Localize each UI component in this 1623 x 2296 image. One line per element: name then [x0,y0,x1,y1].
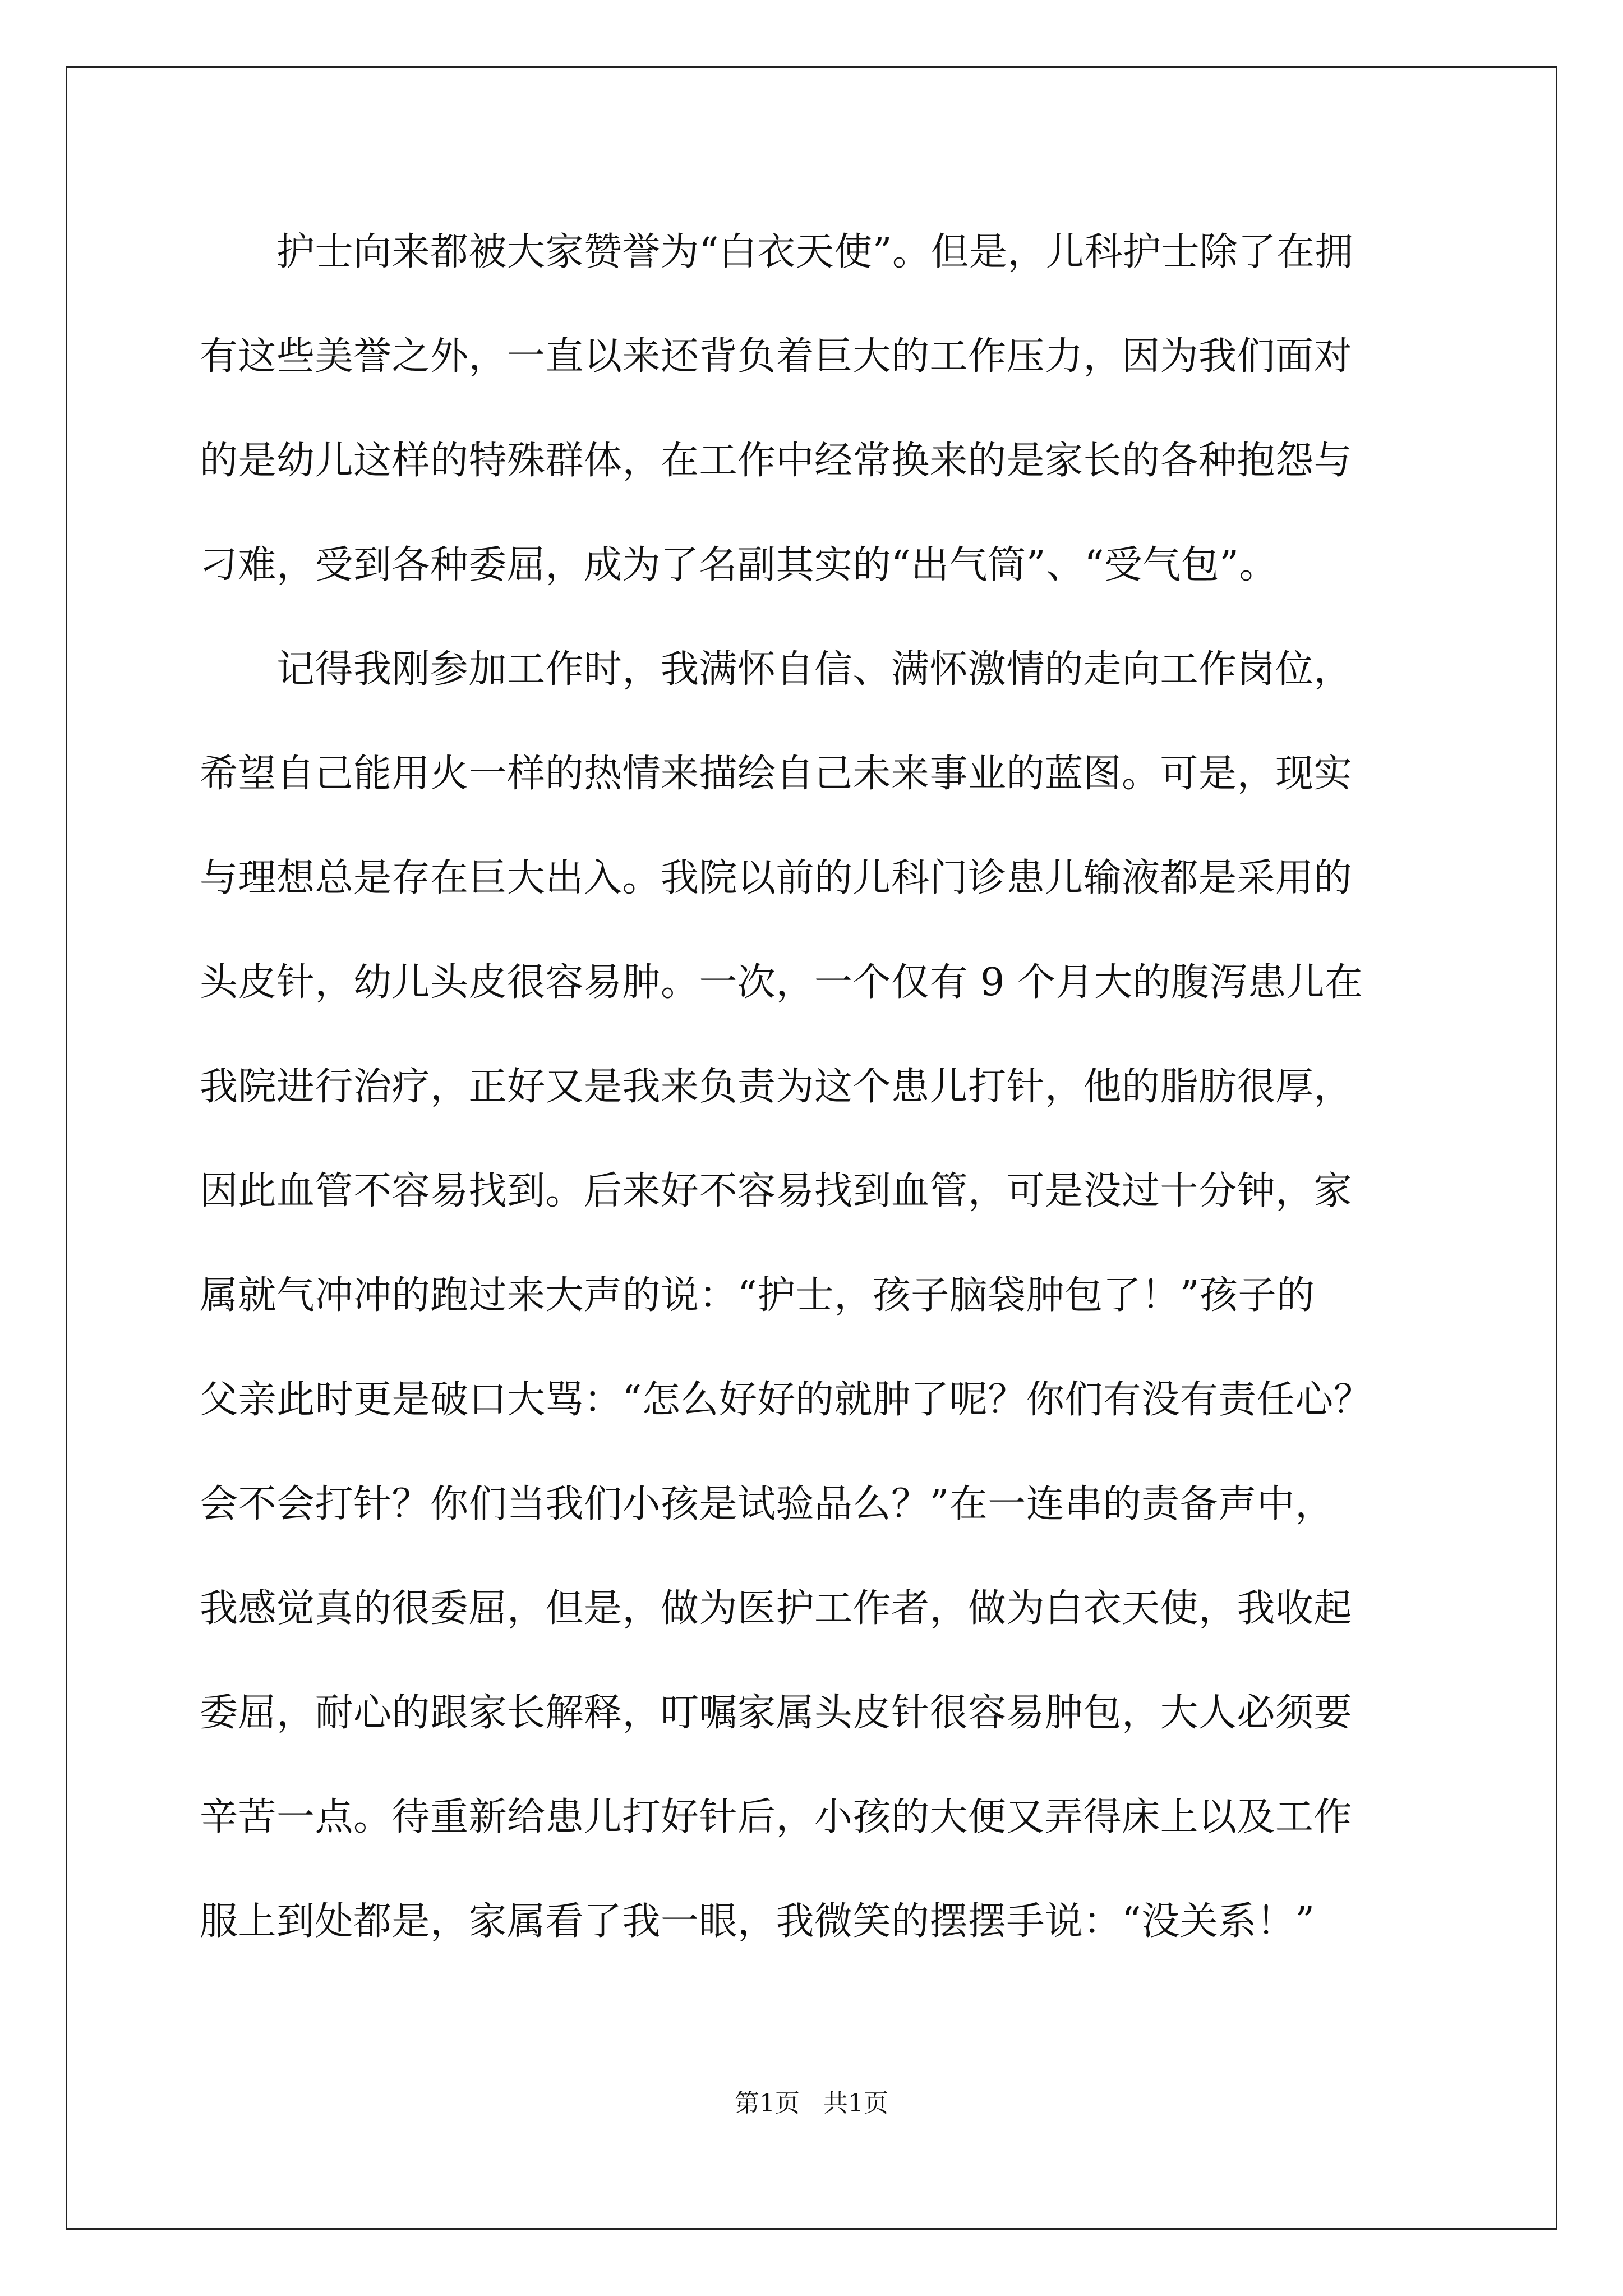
body-text-line: 的是幼儿这样的特殊群体，在工作中经常换来的是家长的各种抱怨与 [200,439,1353,483]
body-text-line: 服上到处都是，家属看了我一眼，我微笑的摆摆手说：“没关系！” [200,1899,1315,1944]
body-text-line: 辛苦一点。待重新给患儿打好针后，小孩的大便又弄得床上以及工作 [200,1795,1353,1839]
page-footer: 第1页 共1页 [735,2089,888,2118]
body-text-line: 因此血管不容易找到。后来好不容易找到血管，可是没过十分钟，家 [200,1169,1353,1213]
body-text-line: 委屈，耐心的跟家长解释，叮嘱家属头皮针很容易肿包，大人必须要 [200,1691,1353,1735]
body-text-line: 护士向来都被大家赞誉为“白衣天使”。但是，儿科护士除了在拥 [200,230,1354,274]
body-text-line: 我感觉真的很委屈，但是，做为医护工作者，做为白衣天使，我收起 [200,1586,1353,1631]
body-text-line: 属就气冲冲的跑过来大声的说：“护士，孩子脑袋肿包了！”孩子的 [200,1273,1315,1318]
body-text-line: 希望自己能用火一样的热情来描绘自己未来事业的蓝图。可是，现实 [200,752,1353,796]
body-text-line: 有这些美誉之外，一直以来还背负着巨大的工作压力，因为我们面对 [200,334,1353,379]
body-text-line: 我院进行治疗，正好又是我来负责为这个患儿打针，他的脂肪很厚， [200,1065,1353,1109]
body-text-line: 刁难，受到各种委屈，成为了名副其实的“出气筒”、“受气包”。 [200,543,1278,587]
body-text-line: 会不会打针？你们当我们小孩是试验品么？”在一连串的责备声中， [200,1482,1334,1526]
body-text-line: 父亲此时更是破口大骂：“怎么好好的就肿了呢？你们有没有责任心？ [200,1378,1372,1422]
body-text-line: 记得我刚参加工作时，我满怀自信、满怀激情的走向工作岗位， [200,647,1353,692]
body-text-line: 与理想总是存在巨大出入。我院以前的儿科门诊患儿输液都是采用的 [200,856,1353,900]
body-text-line: 头皮针，幼儿头皮很容易肿。一次，一个仅有 9 个月大的腹泻患儿在 [200,960,1363,1005]
